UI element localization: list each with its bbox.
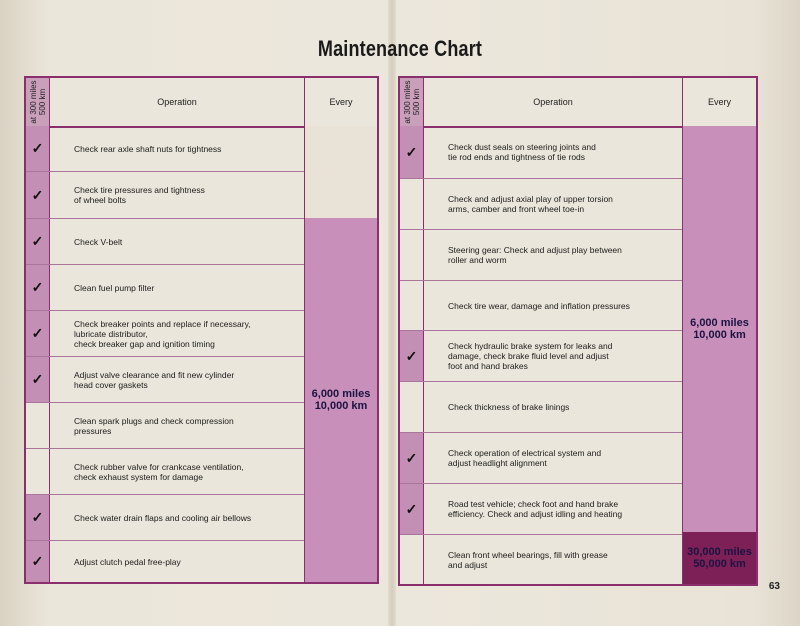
table-row — [400, 126, 682, 178]
checkmark-icon — [26, 403, 50, 448]
checkmark-icon: ✓ — [26, 219, 50, 264]
table-row — [400, 229, 682, 280]
operation-text: Check water drain flaps and cooling air bellows — [74, 512, 252, 523]
header-every: Every — [304, 78, 377, 126]
table-row — [400, 381, 682, 432]
left-interval-km: 10,000 km — [314, 400, 368, 412]
table-row — [26, 494, 304, 540]
right-interval-km: 10,000 km — [693, 329, 746, 341]
left-interval-band — [305, 218, 377, 582]
left-interval-blank — [305, 126, 377, 218]
checkmark-icon: ✓ — [400, 433, 424, 483]
checkmark-icon — [400, 230, 424, 280]
operation-text: Check tire pressures and tightness of wheel bolts — [74, 185, 205, 205]
right-interval-miles: 6,000 miles — [690, 317, 749, 329]
operation-text: Check thickness of brake linings — [448, 402, 570, 412]
table-row — [400, 534, 682, 584]
page-number: 63 — [768, 581, 780, 592]
table-row — [26, 356, 304, 402]
checkmark-icon: ✓ — [26, 541, 50, 582]
right-every-column — [682, 126, 756, 584]
checkmark-icon — [400, 382, 424, 432]
table-row — [26, 402, 304, 448]
checkmark-icon — [400, 535, 424, 584]
operation-text: Check V-belt — [74, 236, 123, 247]
checkmark-icon: ✓ — [26, 311, 50, 356]
operation-text: Clean front wheel bearings, fill with grease and adjust — [448, 549, 608, 570]
operation-text: Check rear axle shaft nuts for tightness — [74, 143, 222, 154]
page-gutter — [388, 0, 396, 626]
header-every: Every — [682, 78, 756, 126]
table-row — [400, 280, 682, 330]
operation-text: Check hydraulic brake system for leaks and damage, check brake fluid level and adjust foot and hand brakes — [448, 341, 613, 371]
left-maintenance-table — [24, 76, 379, 584]
checkmark-icon — [400, 179, 424, 229]
operation-text: Steering gear: Check and adjust play between roller and worm — [448, 245, 622, 265]
checkmark-icon — [26, 449, 50, 494]
table-row — [400, 330, 682, 381]
table-row — [400, 432, 682, 483]
left-interval-miles: 6,000 miles — [311, 388, 371, 400]
operation-text: Road test vehicle; check foot and hand brake efficiency. Check and adjust idling and heating — [448, 499, 623, 519]
table-row — [26, 171, 304, 218]
checkmark-icon: ✓ — [26, 357, 50, 402]
checkmark-icon — [400, 281, 424, 330]
table-row — [26, 264, 304, 310]
table-row — [400, 178, 682, 229]
table-row — [26, 540, 304, 582]
table-row — [26, 448, 304, 494]
operation-text: Check dust seals on steering joints and tie rod ends and tightness of tie rods — [448, 142, 596, 162]
operation-text: Adjust valve clearance and fit new cylinder head cover gaskets — [74, 369, 235, 390]
right-interval2-km: 50,000 km — [693, 558, 746, 570]
header-operation: Operation — [533, 97, 573, 107]
right-maintenance-table — [398, 76, 758, 586]
table-row — [26, 126, 304, 171]
right-interval2-miles: 30,000 miles — [687, 546, 752, 558]
operation-text: Check tire wear, damage and inflation pressures — [448, 300, 630, 311]
header-operation: Operation — [157, 97, 197, 107]
checkmark-icon: ✓ — [400, 484, 424, 534]
checkmark-icon: ✓ — [26, 126, 50, 171]
operation-text: Check rubber valve for crankcase ventilation, check exhaust system for damage — [74, 461, 244, 482]
right-interval-band — [683, 126, 756, 532]
operation-text: Check and adjust axial play of upper torsion arms, camber and front wheel toe-in — [448, 194, 613, 214]
operation-text: Check breaker points and replace if necessary, lubricate distributor, check breaker gap and ignition timing — [74, 318, 251, 349]
table-header — [26, 78, 377, 128]
checkmark-icon: ✓ — [26, 172, 50, 218]
header-first-service-cell — [400, 78, 424, 126]
table-header — [400, 78, 756, 128]
header-first-service-label: at 300 miles 500 km — [28, 80, 47, 124]
checkmark-icon: ✓ — [26, 495, 50, 540]
right-interval2-band — [683, 532, 756, 584]
table-row — [26, 218, 304, 264]
checkmark-icon: ✓ — [400, 331, 424, 381]
header-first-service-cell — [26, 78, 50, 126]
left-every-column — [304, 126, 377, 582]
checkmark-icon: ✓ — [400, 126, 424, 178]
operation-text: Adjust clutch pedal free-play — [74, 556, 181, 567]
operation-text: Clean spark plugs and check compression pressures — [74, 415, 234, 436]
table-row — [400, 483, 682, 534]
operation-text: Check operation of electrical system and adjust headlight alignment — [448, 448, 602, 468]
header-first-service-label: at 300 miles 500 km — [402, 80, 421, 124]
table-row — [26, 310, 304, 356]
page-title: Maintenance Chart — [317, 36, 483, 61]
checkmark-icon: ✓ — [26, 265, 50, 310]
operation-text: Clean fuel pump filter — [74, 282, 155, 293]
